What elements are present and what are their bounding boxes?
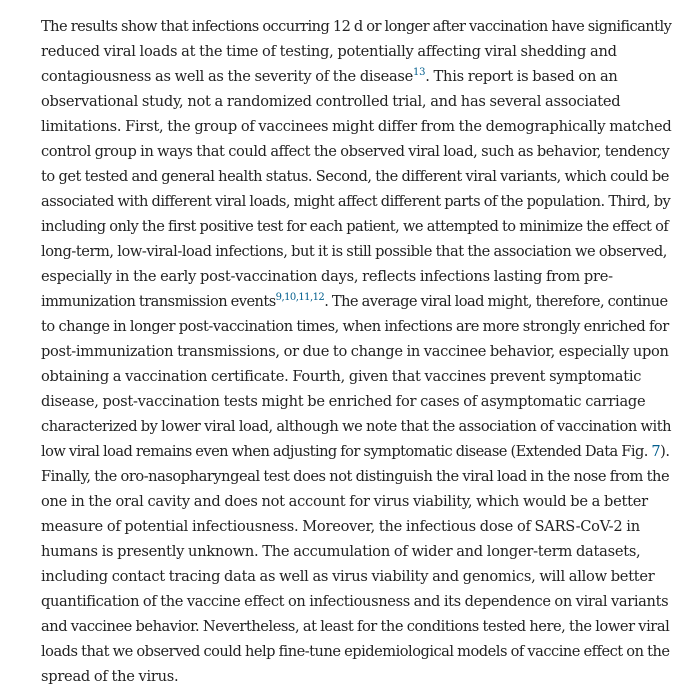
text-line [41, 164, 669, 189]
text-line [41, 614, 670, 639]
text-segment: . This report is based on an [425, 68, 618, 85]
citation-link[interactable]: 13 [413, 67, 426, 78]
text-line [41, 39, 649, 64]
text-line [41, 264, 649, 289]
text-segment: reduced viral loads at the time of testing, potentially affecting viral shedding and [41, 43, 617, 60]
text-segment: Finally, the oro-nasopharyngeal test does not distinguish the viral load in the nose from the [41, 468, 670, 485]
text-segment: loads that we observed could help fine-tune epidemiological models of vaccine effect on the [41, 643, 670, 660]
body-paragraph [41, 14, 672, 689]
text-line [41, 189, 671, 214]
text-segment: quantification of the vaccine effect on infectiousness and its dependence on viral variants [41, 593, 669, 610]
text-line [41, 639, 670, 664]
text-segment: disease, post-vaccination tests might be enriched for cases of asymptomatic carriage [41, 393, 646, 410]
text-segment: including contact tracing data as well as virus viability and genomics, will allow better [41, 568, 655, 585]
text-segment: humans is presently unknown. The accumulation of wider and longer-term datasets, [41, 543, 641, 560]
text-segment: observational study, not a randomized controlled trial, and has several associated [41, 93, 621, 110]
citation-superscript [276, 292, 325, 303]
text-segment: spread of the virus. [41, 668, 179, 685]
text-line [41, 364, 649, 389]
text-line [41, 114, 672, 139]
text-segment: measure of potential infectiousness. Moreover, the infectious dose of SARS-CoV-2 in [41, 518, 640, 535]
text-segment: limitations. First, the group of vaccinees might differ from the demographically matched [41, 118, 672, 135]
text-segment: long-term, low-viral-load infections, but it is still possible that the association we observed, [41, 243, 667, 260]
text-segment: including only the first positive test for each patient, we attempted to minimize the effect of [41, 218, 669, 235]
text-line [41, 489, 649, 514]
text-line [41, 389, 649, 414]
text-segment: one in the oral cavity and does not account for virus viability, which would be a better [41, 493, 648, 510]
text-line [41, 464, 670, 489]
text-segment: post-immunization transmissions, or due to change in vaccinee behavior, especially upon [41, 343, 669, 360]
text-segment: contagiousness as well as the severity of the disease [41, 68, 414, 85]
text-line [41, 664, 649, 689]
text-line [41, 239, 667, 264]
text-line [41, 139, 670, 164]
text-segment: obtaining a vaccination certificate. Fourth, given that vaccines prevent symptomatic [41, 368, 642, 385]
text-segment: low viral load remains even when adjusting for symptomatic disease (Extended Data Fig. [41, 443, 652, 460]
text-line [41, 314, 669, 339]
text-segment: control group in ways that could affect the observed viral load, such as behavior, tendency [41, 143, 670, 160]
text-line [41, 564, 655, 589]
text-segment: . The average viral load might, therefore, continue [324, 293, 668, 310]
text-segment: to change in longer post-vaccination times, when infections are more strongly enriched for [41, 318, 669, 335]
text-line [41, 514, 649, 539]
text-segment: ). [660, 443, 670, 460]
text-line [41, 14, 672, 39]
text-segment: and vaccinee behavior. Nevertheless, at least for the conditions tested here, the lower viral [41, 618, 670, 635]
text-line [41, 214, 669, 239]
text-line [41, 539, 649, 564]
text-segment: especially in the early post-vaccination days, reflects infections lasting from pre- [41, 268, 613, 285]
text-line [41, 414, 672, 439]
text-segment: immunization transmission events [41, 293, 276, 310]
citation-superscript [413, 67, 425, 78]
text-line [41, 439, 670, 464]
text-line [41, 339, 669, 364]
text-line [41, 89, 649, 114]
text-segment: associated with different viral loads, might affect different parts of the population. Third, by [41, 193, 671, 210]
text-segment: to get tested and general health status. Second, the different viral variants, which could be [41, 168, 669, 185]
citation-link[interactable]: 9,10,11,12 [275, 292, 325, 303]
figure-link[interactable]: 7 [651, 443, 661, 460]
text-segment: The results show that infections occurring 12 d or longer after vaccination have significantly [41, 18, 672, 35]
text-line [41, 589, 669, 614]
text-line [41, 64, 649, 89]
text-segment: characterized by lower viral load, although we note that the association of vaccination with [41, 418, 672, 435]
text-line [41, 289, 668, 314]
